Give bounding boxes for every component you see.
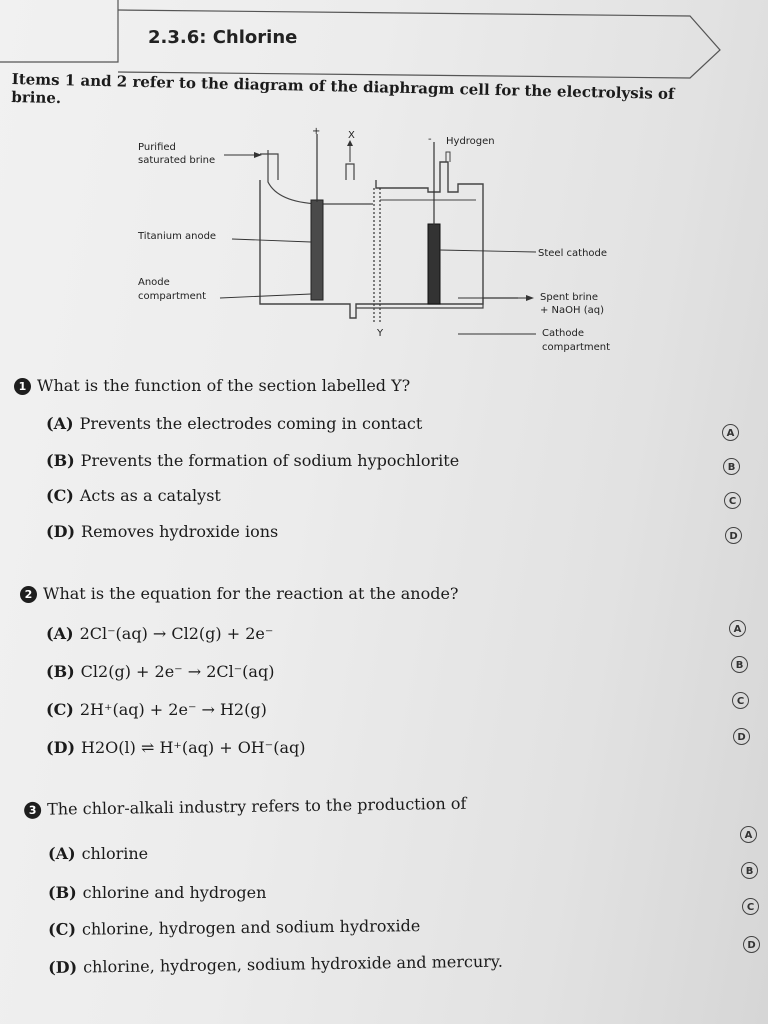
- question-3: [24, 794, 466, 819]
- q1-bubble-d[interactable]: D: [725, 527, 742, 544]
- q3-option-d[interactable]: (D) chlorine, hydrogen, sodium hydroxide and mercury.: [48, 951, 503, 977]
- section-title: 2.3.6: Chlorine: [148, 27, 298, 48]
- q1-option-a[interactable]: (A) Prevents the electrodes coming in contact: [46, 414, 423, 433]
- q2-bubble-a[interactable]: A: [729, 620, 746, 637]
- label-anode-compartment-1: Anode: [138, 277, 170, 288]
- question-2: [20, 584, 459, 603]
- label-titanium-anode: Titanium anode: [138, 231, 217, 242]
- q2-option-a[interactable]: (A) 2Cl⁻(aq) → Cl2(g) + 2e⁻: [46, 624, 274, 643]
- q3-bubble-d[interactable]: D: [743, 936, 760, 953]
- q3-option-b[interactable]: (B) chlorine and hydrogen: [48, 883, 267, 902]
- q2-bubble-d[interactable]: D: [733, 728, 750, 745]
- q1-bubble-a[interactable]: A: [722, 424, 739, 441]
- label-cathode-compartment-1: Cathode: [542, 328, 584, 339]
- q2-bubble-c[interactable]: C: [732, 692, 749, 709]
- titanium-anode: [311, 200, 323, 300]
- intro-text: Items 1 and 2 refer to the diagram of the diaphragm cell for the electrolysis of brine.: [11, 70, 675, 108]
- label-plus: +: [312, 126, 321, 137]
- q1-option-d[interactable]: (D) Removes hydroxide ions: [46, 522, 279, 541]
- label-x: X: [348, 130, 355, 141]
- label-steel-cathode: Steel cathode: [538, 248, 608, 259]
- q3-option-a[interactable]: (A) chlorine: [48, 844, 149, 863]
- label-anode-compartment-2: compartment: [138, 291, 207, 302]
- label-cathode-compartment-2: compartment: [542, 342, 611, 353]
- q1-bubble-b[interactable]: B: [723, 458, 740, 475]
- q2-bubble-b[interactable]: B: [731, 656, 748, 673]
- question-number: 3: [24, 802, 41, 819]
- question-1: [14, 376, 410, 395]
- q1-option-b[interactable]: (B) Prevents the formation of sodium hypochlorite: [46, 451, 460, 470]
- q3-bubble-b[interactable]: B: [741, 862, 758, 879]
- question-text: The chlor-alkali industry refers to the production of: [46, 793, 467, 819]
- q3-bubble-a[interactable]: A: [740, 826, 757, 843]
- label-y: Y: [377, 328, 384, 339]
- label-spent-brine-2: + NaOH (aq): [540, 305, 605, 316]
- label-spent-brine-1: Spent brine: [540, 292, 599, 303]
- q2-option-d[interactable]: (D) H2O(l) ⇌ H⁺(aq) + OH⁻(aq): [46, 738, 306, 757]
- diaphragm-cell-diagram: [128, 122, 640, 366]
- question-number: 2: [20, 586, 37, 603]
- question-text: What is the function of the section labelled Y?: [37, 376, 411, 395]
- label-hydrogen: Hydrogen: [446, 136, 495, 147]
- q3-bubble-c[interactable]: C: [742, 898, 759, 915]
- q1-option-c[interactable]: (C) Acts as a catalyst: [46, 486, 221, 505]
- label-brine-1: Purified: [138, 142, 176, 153]
- steel-cathode: [428, 224, 440, 304]
- q2-option-b[interactable]: (B) Cl2(g) + 2e⁻ → 2Cl⁻(aq): [46, 662, 275, 681]
- section-banner: [0, 0, 768, 82]
- q3-option-c[interactable]: (C) chlorine, hydrogen and sodium hydroxide: [48, 916, 421, 939]
- q1-bubble-c[interactable]: C: [724, 492, 741, 509]
- question-text: What is the equation for the reaction at the anode?: [43, 584, 459, 603]
- question-number: 1: [14, 378, 31, 395]
- label-brine-2: saturated brine: [138, 155, 216, 166]
- label-minus: -: [428, 134, 432, 145]
- q2-option-c[interactable]: (C) 2H⁺(aq) + 2e⁻ → H2(g): [46, 700, 267, 719]
